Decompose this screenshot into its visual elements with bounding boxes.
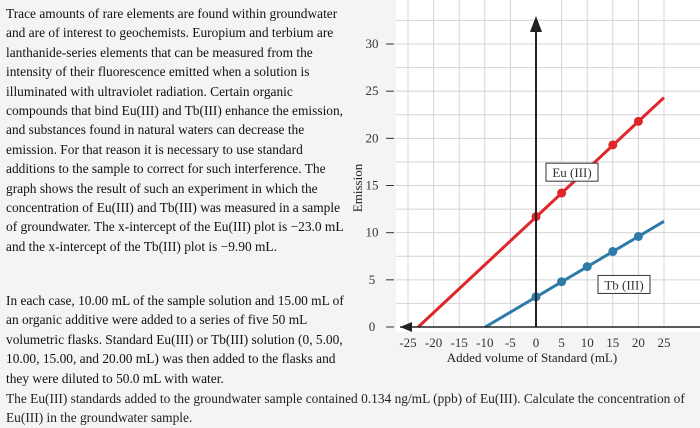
x-tick-label: -25 bbox=[399, 335, 417, 350]
x-axis-title: Added volume of Standard (mL) bbox=[446, 350, 618, 365]
problem-procedure-text: In each case, 10.00 mL of the sample solution and 15.00 mL of an organic additive were added to a series of five 50 mL volumetric flasks. Standard Eu(III) or Tb(III) solution (0, 5.00, 10.00, 15.00, and 20.00 mL) was then added to the flasks and they were diluted to 50.0 mL with water. bbox=[6, 293, 344, 386]
y-tick-label: 25 bbox=[365, 83, 379, 99]
x-tick-label: 15 bbox=[606, 335, 620, 350]
x-tick-label: 0 bbox=[532, 335, 540, 350]
x-tick-label: -20 bbox=[424, 335, 443, 350]
x-tick-label: -15 bbox=[450, 335, 468, 350]
series-label: Tb (III) bbox=[604, 277, 644, 293]
y-tick-label: 15 bbox=[365, 177, 379, 193]
x-tick-label: -5 bbox=[504, 335, 516, 350]
x-tick-label: -10 bbox=[476, 335, 494, 350]
data-point bbox=[583, 262, 592, 271]
data-point bbox=[634, 117, 643, 126]
x-tick-label: 20 bbox=[631, 335, 645, 350]
y-tick-label: 5 bbox=[368, 271, 376, 287]
y-tick-label: 0 bbox=[368, 319, 376, 334]
problem-question-text: The Eu(III) standards added to the groundwater sample contained 0.134 ng/mL (ppb) of Eu(III). Calculate the concentration of Eu(III) in the groundwater sample. bbox=[6, 391, 685, 426]
problem-intro-text: Trace amounts of rare elements are found within groundwater and are of interest to geochemists. Europium and terbium are lanthanide-series elements that can be measured from the intensity of their fluorescence emitted when a solution is illuminated with ultraviolet radiation. Certain organic compounds that bind Eu(III) and Tb(III) enhance the emission, and substances found in natural waters can decrease the emission. For that reason it is necessary to use standard additions to the sample to correct for such interference. The graph shows the result of such an experiment in which the concentration of Eu(III) and Tb(III) was measured in a sample of groundwater. The x-intercept of the Eu(III) plot is −23.0 mL and the x-intercept of the Tb(III) plot is −9.90 mL. bbox=[6, 6, 344, 254]
y-axis-title: Emission bbox=[350, 163, 365, 213]
y-tick-label: 10 bbox=[365, 224, 379, 240]
data-point bbox=[608, 247, 617, 256]
data-point bbox=[634, 232, 643, 241]
data-point bbox=[608, 140, 617, 149]
series-label: Eu (III) bbox=[552, 165, 592, 181]
x-tick-label: 10 bbox=[580, 335, 594, 350]
y-tick-label: 20 bbox=[365, 130, 379, 146]
y-tick-label: 30 bbox=[365, 36, 379, 51]
x-tick-label: 5 bbox=[558, 335, 565, 350]
data-point bbox=[557, 277, 566, 286]
data-point bbox=[557, 189, 566, 198]
x-tick-label: 25 bbox=[657, 335, 671, 350]
